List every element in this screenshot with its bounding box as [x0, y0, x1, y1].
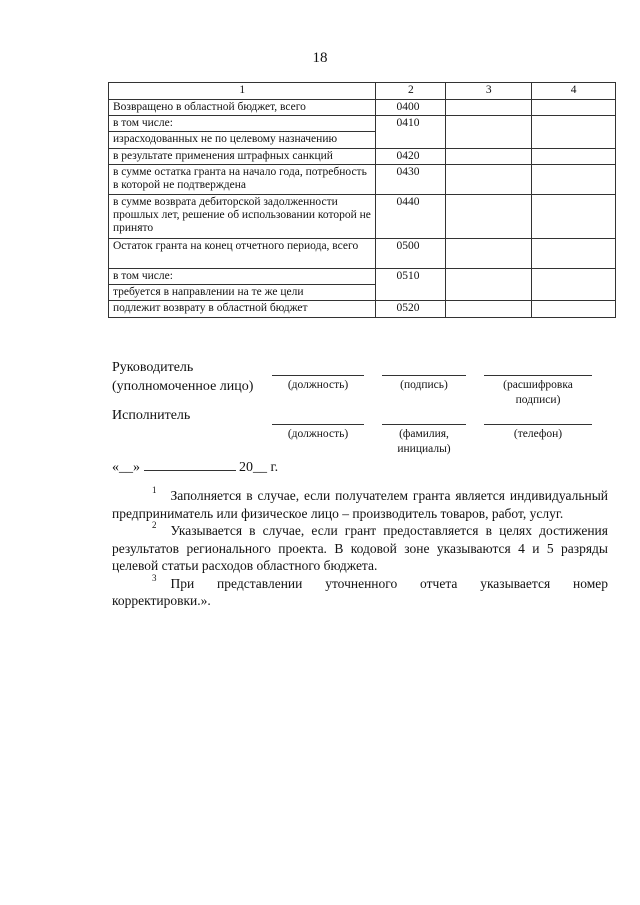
- cell: [532, 116, 616, 148]
- table-row: [109, 268, 616, 284]
- date-year-blank: __: [253, 460, 267, 475]
- row-label: Остаток гранта на конец отчетного периода, всего: [109, 238, 376, 268]
- row-label: в том числе:: [109, 268, 376, 284]
- date-day-blank: __: [119, 460, 133, 475]
- row-label: в том числе:: [109, 116, 376, 132]
- date-quote-close: »: [133, 460, 140, 475]
- footnote-text: При представлении уточненного отчета указывается номер корректировки.».: [112, 575, 608, 609]
- caption-position: (должность): [287, 428, 349, 440]
- table-row: [109, 194, 616, 238]
- row-label: израсходованных не по целевому назначению: [109, 132, 376, 148]
- caption-full-name: (фамилия, инициалы): [397, 428, 451, 455]
- signature-line: [382, 424, 466, 425]
- page-number: 18: [312, 50, 328, 66]
- date-month-blank: [144, 458, 236, 471]
- row-label: в результате применения штрафных санкций: [109, 148, 376, 164]
- date-quote-open: «: [112, 460, 119, 475]
- signature-line: [382, 375, 466, 376]
- footnote: [112, 522, 608, 575]
- footnotes: [112, 487, 608, 610]
- cell: [446, 100, 532, 116]
- row-code: 0510: [376, 268, 446, 300]
- cell: [532, 148, 616, 164]
- row-code: 0520: [376, 301, 446, 317]
- cell: [532, 268, 616, 300]
- cell: [446, 194, 532, 238]
- footnote: [112, 572, 608, 610]
- table-row: [109, 301, 616, 317]
- report-table: [108, 82, 616, 318]
- signature-line: [484, 375, 592, 376]
- head-label: Руководитель: [112, 360, 194, 375]
- column-header: 3: [446, 83, 532, 100]
- row-code: 0400: [376, 100, 446, 116]
- footnote-text: Заполняется в случае, если получателем гранта является индивидуальный предприниматель или физическое лицо – производитель товаров, работ, услуг.: [112, 488, 608, 521]
- row-code: 0420: [376, 148, 446, 164]
- cell: [446, 238, 532, 268]
- signature-line: [484, 424, 592, 425]
- caption-name-decoding: (расшифровка подписи): [503, 379, 573, 406]
- table-header-row: [109, 83, 616, 100]
- cell: [532, 164, 616, 194]
- footnote-mark: 1: [152, 485, 157, 495]
- row-code: 0430: [376, 164, 446, 194]
- table-row: [109, 100, 616, 116]
- row-label: в сумме остатка гранта на начало года, потребность в которой не подтверждена: [109, 164, 376, 194]
- row-code: 0500: [376, 238, 446, 268]
- cell: [532, 100, 616, 116]
- footnote-mark: 3: [152, 572, 157, 583]
- row-label: Возвращено в областной бюджет, всего: [109, 100, 376, 116]
- cell: [446, 164, 532, 194]
- column-header: 2: [376, 83, 446, 100]
- row-label: требуется в направлении на те же цели: [109, 285, 376, 301]
- head-sublabel: (уполномоченное лицо): [112, 379, 254, 394]
- row-code: 0440: [376, 194, 446, 238]
- column-header: 4: [532, 83, 616, 100]
- table-row: [109, 238, 616, 268]
- footnote: [112, 487, 608, 522]
- footnote-mark: 2: [152, 520, 157, 531]
- cell: [446, 268, 532, 300]
- row-label: подлежит возврату в областной бюджет: [109, 301, 376, 317]
- caption-phone: (телефон): [513, 428, 563, 440]
- table-row: [109, 148, 616, 164]
- cell: [446, 301, 532, 317]
- cell: [532, 301, 616, 317]
- table-row: [109, 164, 616, 194]
- row-code: 0410: [376, 116, 446, 148]
- date-year-prefix: 20: [239, 460, 253, 475]
- executor-label: Исполнитель: [112, 408, 191, 423]
- row-label: в сумме возврата дебиторской задолженности прошлых лет, решение об использовании которой не принято: [109, 194, 376, 238]
- caption-position: (должность): [287, 379, 349, 391]
- table-row: [109, 116, 616, 132]
- cell: [532, 194, 616, 238]
- cell: [532, 238, 616, 268]
- column-header: 1: [109, 83, 376, 100]
- signature-line: [272, 375, 364, 376]
- date-suffix: г.: [270, 460, 279, 475]
- cell: [446, 148, 532, 164]
- caption-signature: (подпись): [400, 379, 448, 391]
- cell: [446, 116, 532, 148]
- footnote-text: Указывается в случае, если грант предоставляется в целях достижения результатов регионального проекта. В кодовой зоне указываются 4 и 5 разряды целевой статьи расходов областного бюджета.: [112, 523, 608, 574]
- signature-line: [272, 424, 364, 425]
- date-line: [112, 458, 278, 476]
